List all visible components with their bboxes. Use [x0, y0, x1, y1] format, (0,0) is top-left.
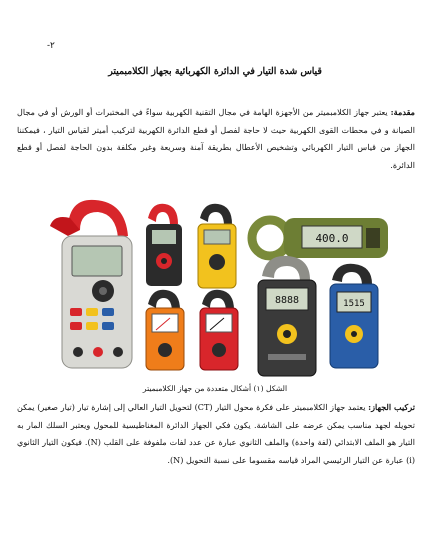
clamp-meter-grey-digital: [258, 256, 316, 376]
clamp-meter-red-analog: [200, 290, 238, 370]
structure-text: يعتمد جهاز الكلامبميتر على فكرة محول التيار (CT) لتحويل التيار العالي إلى إشارة تيار (تيار صغير) يمكن تحويله لجهد مناسب يمكن عرضه على الشاشة. يكون فكي الجهاز الدائرة المغناطيسية للمحول ويعتبر السلك المار به التيار هو الملف الابتدائي (لفة واحدة) والملف الثانوي عبارة عن عدد لفات ملفوفة على القلب (N). فيكون التيار الثانوي (i) عبارة عن التيار الرئيسي المراد قياسه مقسوما على نسبة التحويل (N).: [17, 402, 415, 465]
page-title: قياس شدة التيار في الدائرة الكهربائية بجهاز الكلامبميتر: [108, 66, 322, 77]
intro-paragraph: [17, 104, 415, 174]
clamp-meter-large-red: [50, 200, 132, 368]
clamp-meter-blue-digital: [330, 264, 378, 368]
structure-lead: تركيب الجهاز:: [368, 402, 415, 412]
clamp-meter-yellow: [198, 204, 236, 288]
clamp-meter-small-red: [146, 204, 182, 286]
figure-caption: الشكل (١) أشكال متعددة من جهاز الكلامبميتر: [142, 384, 288, 393]
intro-lead: مقدمة:: [390, 107, 415, 117]
intro-text: يعتبر جهاز الكلامبميتر من الأجهزة الهامة في مجال التقنية الكهربية سواءً في المختبرات أو الورش أو في مجال الصيانة و في محطات القوى الكهربية حيث لا حاجة لفصل أو قطع الدائرة الكهربية لتركيب أميتر لقياس التيار ، فيمكننا الجهاز من قياس التيار الكهربائي وتشخيص الأعطال بطريقة آمنة وسريعة وغير مكلفة بدون الحاجة لفصل أو قطع الدائرة.: [17, 107, 415, 170]
clamp-meter-horizontal: [252, 218, 388, 258]
clamp-meters-figure: [40, 196, 395, 382]
display-readout-grey: 8888: [274, 295, 300, 306]
clamp-meter-orange-analog: [146, 290, 184, 370]
page-marker: -٢: [47, 41, 55, 51]
display-readout-horizontal: 400.0: [315, 232, 349, 245]
display-readout-blue: 1515: [343, 299, 365, 309]
structure-paragraph: [17, 399, 415, 469]
